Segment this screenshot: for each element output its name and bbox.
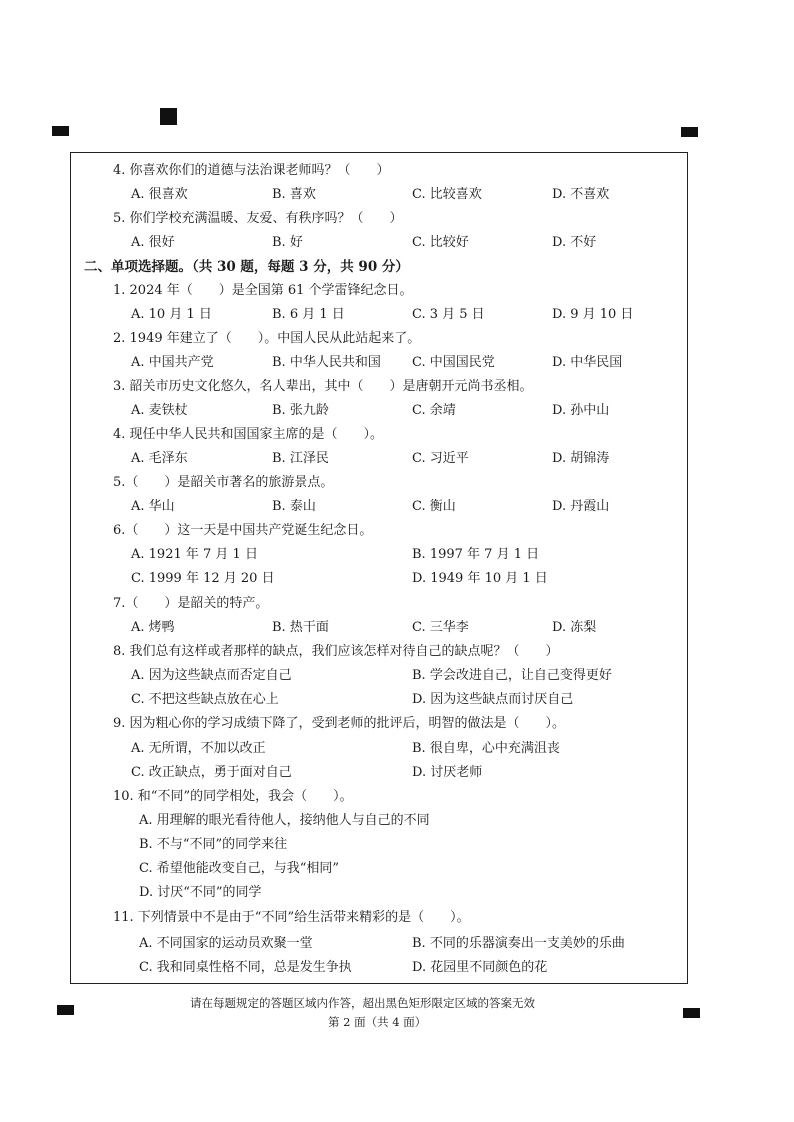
answer-area-frame [70,152,688,984]
option: B. 1997 年 7 月 1 日 [412,547,540,562]
option: B. 热干面 [272,620,329,635]
option: B. 张九龄 [272,403,329,418]
page-number: 第 2 面（共 4 面） [328,1015,427,1029]
option: B. 江泽民 [272,451,329,466]
option: C. 比较好 [412,235,469,250]
option: C. 衡山 [412,499,456,514]
answer-area-notice: 请在每题规定的答题区域内作答，超出黑色矩形限定区域的答案无效 [190,996,535,1010]
option: A. 因为这些缺点而否定自己 [131,668,292,683]
registration-mark-left-top [52,126,69,136]
option: D. 花园里不同颜色的花 [412,960,548,975]
option: C. 不把这些缺点放在心上 [131,692,279,707]
option: B. 很自卑，心中充满沮丧 [412,741,560,756]
option: C. 3 月 5 日 [412,307,485,322]
option: A. 烤鸭 [131,620,175,635]
option: C. 中国国民党 [412,355,495,370]
option: C. 希望他能改变自己，与我“相同” [139,861,340,876]
option: A. 不同国家的运动员欢聚一堂 [139,936,313,951]
question-stem: 7.（ ）是韶关的特产。 [113,596,269,611]
option: A. 用理解的眼光看待他人，接纳他人与自己的不同 [139,813,430,828]
option: A. 无所谓，不加以改正 [131,741,266,756]
registration-mark-left-bottom [57,1005,74,1015]
option: B. 中华人民共和国 [272,355,381,370]
option: D. 因为这些缺点而讨厌自己 [412,692,574,707]
option: C. 改正缺点，勇于面对自己 [131,765,292,780]
option: D. 胡锦涛 [552,451,610,466]
question-stem: 4. 现任中华人民共和国国家主席的是（ ）。 [113,427,384,442]
option: A. 很好 [131,235,175,250]
question-stem: 8. 我们总有这样或者那样的缺点，我们应该怎样对待自己的缺点呢？（ ） [113,644,559,659]
option: D. 9 月 10 日 [552,307,634,322]
option: A. 很喜欢 [131,187,188,202]
option: B. 泰山 [272,499,316,514]
option: D. 丹霞山 [552,499,610,514]
option: C. 习近平 [412,451,469,466]
option: B. 6 月 1 日 [272,307,345,322]
option: D. 不好 [552,235,597,250]
survey-question-4: 4. 你喜欢你们的道德与法治课老师吗？（ ） [113,163,390,178]
option: A. 麦铁杖 [131,403,188,418]
option: D. 冻梨 [552,620,597,635]
option: C. 我和同桌性格不同，总是发生争执 [139,960,352,975]
question-stem: 1. 2024 年（ ）是全国第 61 个学雷锋纪念日。 [113,283,413,298]
option: A. 中国共产党 [131,355,214,370]
question-stem: 3. 韶关市历史文化悠久，名人辈出，其中（ ）是唐朝开元尚书丞相。 [113,379,533,394]
option: C. 余靖 [412,403,456,418]
survey-question-5: 5. 你们学校充满温暖、友爱、有秩序吗？（ ） [113,211,403,226]
option: D. 孙中山 [552,403,610,418]
option: B. 喜欢 [272,187,316,202]
option: C. 比较喜欢 [412,187,482,202]
option: D. 中华民国 [552,355,623,370]
option: D. 讨厌老师 [412,765,483,780]
section-title: 二、单项选择题。（共 30 题，每题 3 分，共 90 分） [84,259,409,275]
option: A. 1921 年 7 月 1 日 [131,547,258,562]
question-stem: 6.（ ）这一天是中国共产党诞生纪念日。 [113,523,373,538]
registration-mark-right-bottom [683,1008,700,1018]
option: B. 好 [272,235,303,250]
option: A. 毛泽东 [131,451,188,466]
option: B. 不与“不同”的同学来往 [139,837,288,852]
question-stem: 10. 和“不同”的同学相处，我会（ ）。 [113,789,353,804]
question-stem: 2. 1949 年建立了（ ）。中国人民从此站起来了。 [113,331,421,346]
option: D. 不喜欢 [552,187,610,202]
question-stem: 9. 因为粗心你的学习成绩下降了，受到老师的批评后，明智的做法是（ ）。 [113,716,566,731]
option: D. 1949 年 10 月 1 日 [412,571,548,586]
question-stem: 5.（ ）是韶关市著名的旅游景点。 [113,475,334,490]
option: A. 10 月 1 日 [131,307,212,322]
option: B. 不同的乐器演奏出一支美妙的乐曲 [412,936,625,951]
registration-mark-top [160,108,177,125]
option: C. 1999 年 12 月 20 日 [131,571,275,586]
registration-mark-right-top [681,127,698,137]
question-stem: 11. 下列情景中不是由于“不同”给生活带来精彩的是（ ）。 [113,910,470,925]
option: B. 学会改进自己，让自己变得更好 [412,668,612,683]
option: A. 华山 [131,499,175,514]
option: C. 三华李 [412,620,469,635]
option: D. 讨厌“不同”的同学 [139,885,262,900]
